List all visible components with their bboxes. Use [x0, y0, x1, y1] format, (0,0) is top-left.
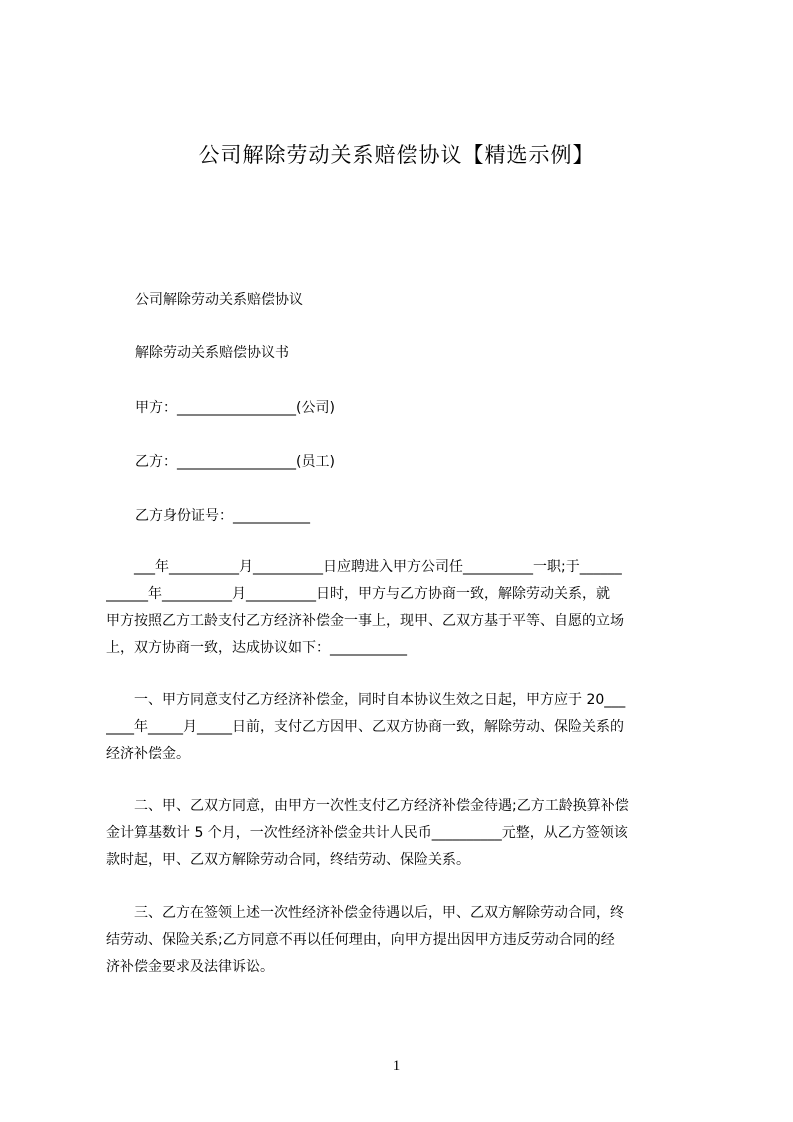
- document-heading: 解除劳动关系赔偿协议书: [135, 345, 289, 361]
- paragraph-line: ______年__________月__________日时，甲方与乙方协商一致，解除劳动关系，就: [106, 586, 610, 602]
- document-subtitle: 公司解除劳动关系赔偿协议: [135, 292, 303, 308]
- paragraph-line: 上，双方协商一致，达成协议如下：___________: [106, 640, 407, 656]
- paragraph-line: 二、甲、乙双方同意，由甲方一次性支付乙方经济补偿金待遇;乙方工龄换算补偿: [106, 798, 629, 814]
- paragraph-line: 甲方按照乙方工龄支付乙方经济补偿金一事上，现甲、乙双方基于平等、自愿的立场: [106, 613, 624, 629]
- paragraph-line: 三、乙方在签领上述一次性经济补偿金待遇以后，甲、乙双方解除劳动合同，终: [106, 905, 624, 921]
- party-b-line: 乙方：_________________(员工): [135, 454, 335, 470]
- paragraph-line: 结劳动、保险关系;乙方同意不再以任何理由，向甲方提出因甲方违反劳动合同的经: [106, 932, 615, 948]
- paragraph-line: 经济补偿金。: [106, 746, 190, 762]
- party-b-id-line: 乙方身份证号：___________: [135, 508, 310, 524]
- paragraph-line: ____年_____月_____日前，支付乙方因甲、乙双方协商一致，解除劳动、保险关系的: [106, 719, 624, 735]
- party-a-line: 甲方：_________________(公司): [135, 400, 335, 416]
- paragraph-line: 一、甲方同意支付乙方经济补偿金，同时自本协议生效之日起，甲方应于 20___: [106, 692, 626, 708]
- paragraph-line: 款时起，甲、乙双方解除劳动合同，终结劳动、保险关系。: [106, 852, 470, 868]
- paragraph-line: 金计算基数计 5 个月，一次性经济补偿金共计人民币__________元整，从乙方签领该: [106, 825, 628, 841]
- paragraph-line: ___年__________月__________日应聘进入甲方公司任__________一职;于______: [106, 559, 622, 575]
- page-number: 1: [392, 1058, 401, 1074]
- paragraph-line: 济补偿金要求及法律诉讼。: [106, 959, 274, 975]
- page-title: 公司解除劳动关系赔偿协议【精选示例】: [198, 143, 595, 167]
